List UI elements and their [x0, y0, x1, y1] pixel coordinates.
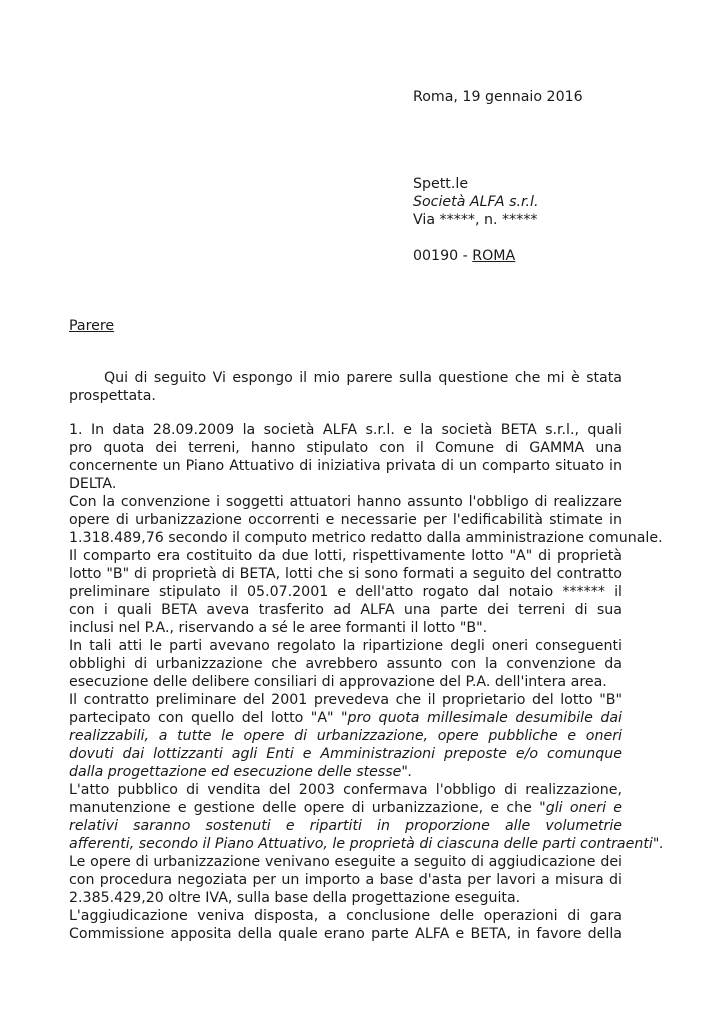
- quoted-line: afferenti, secondo il Piano Attuativo, le proprietà di ciascuna delle parti contraenti".: [69, 836, 664, 852]
- paragraph-line: 1. In data 28.09.2009 la società ALFA s.r.l. e la società BETA s.r.l., quali: [69, 422, 622, 438]
- paragraph-line: Le opere di urbanizzazione venivano eseguite a seguito di aggiudicazione dei: [69, 854, 622, 870]
- paragraph-line: In tali atti le parti avevano regolato la ripartizione degli oneri conseguenti: [69, 638, 622, 654]
- paragraph-line: Commissione apposita della quale erano parte ALFA e BETA, in favore della: [69, 926, 622, 942]
- paragraph-line: [69, 799, 622, 817]
- paragraph-line: concernente un Piano Attuativo di iniziativa privata di un comparto situato in: [69, 458, 622, 474]
- paragraph-line: inclusi nel P.A., riservando a sé le aree formanti il lotto "B".: [69, 620, 488, 636]
- intro-line: prospettata.: [69, 388, 156, 404]
- subject-heading: Parere: [69, 318, 115, 334]
- paragraph-line: Con la convenzione i soggetti attuatori hanno assunto l'obbligo di realizzare: [69, 494, 622, 510]
- salutation: Spett.le: [413, 176, 469, 192]
- paragraph-line: L'aggiudicazione veniva disposta, a conclusione delle operazioni di gara: [69, 908, 622, 924]
- quoted-line: realizzabili, a tutte le opere di urbanizzazione, opere pubbliche e oneri: [69, 728, 622, 744]
- paragraph-line: con procedura negoziata per un importo a base d'asta per lavori a misura di: [69, 872, 622, 888]
- recipient-postcode: 00190 -: [413, 248, 473, 264]
- paragraph-line: [69, 709, 622, 727]
- paragraph-line: L'atto pubblico di vendita del 2003 confermava l'obbligo di realizzazione,: [69, 782, 622, 798]
- paragraph-line: Il contratto preliminare del 2001 prevedeva che il proprietario del lotto "B": [69, 692, 622, 708]
- letter-date: Roma, 19 gennaio 2016: [413, 89, 583, 105]
- paragraph-line: lotto "B" di proprietà di BETA, lotti che si sono formati a seguito del contratto: [69, 566, 622, 582]
- quoted-line: dovuti dai lottizzanti agli Enti e Amministrazioni preposte e/o comunque: [69, 746, 622, 762]
- plain-text: partecipato con quello del lotto "A": [69, 710, 342, 726]
- recipient-postcode-city: [413, 247, 515, 265]
- paragraph-line: 2.385.429,20 oltre IVA, sulla base della progettazione eseguita.: [69, 890, 521, 906]
- recipient-street: Via *****, n. *****: [413, 212, 538, 228]
- quoted-text: "gli oneri e: [539, 800, 622, 816]
- plain-text: manutenzione e gestione delle opere di urbanizzazione, e che: [69, 800, 540, 816]
- quoted-line: relativi saranno sostenuti e ripartiti in proporzione alle volumetrie: [69, 818, 622, 834]
- intro-line: Qui di seguito Vi espongo il mio parere sulla questione che mi è stata: [104, 370, 622, 386]
- paragraph-line: pro quota dei terreni, hanno stipulato con il Comune di GAMMA una: [69, 440, 622, 456]
- paragraph-line: 1.318.489,76 secondo il computo metrico redatto dalla amministrazione comunale.: [69, 530, 663, 546]
- recipient-company: Società ALFA s.r.l.: [413, 194, 539, 210]
- paragraph-line: obblighi di urbanizzazione che avrebbero assunto con la convenzione da: [69, 656, 622, 672]
- quoted-text: "pro quota millesimale desumibile dai: [341, 710, 622, 726]
- paragraph-line: opere di urbanizzazione occorrenti e necessarie per l'edificabilità stimate in: [69, 512, 622, 528]
- paragraph-line: esecuzione delle delibere consiliari di approvazione del P.A. dell'intera area.: [69, 674, 607, 690]
- paragraph-line: preliminare stipulato il 05.07.2001 e dell'atto rogato dal notaio ****** il: [69, 584, 622, 600]
- paragraph-line: con i quali BETA aveva trasferito ad ALFA una parte dei terreni di sua: [69, 602, 622, 618]
- recipient-city: ROMA: [472, 248, 516, 264]
- quoted-line: dalla progettazione ed esecuzione delle stesse".: [69, 764, 413, 780]
- paragraph-line: DELTA.: [69, 476, 117, 492]
- paragraph-line: Il comparto era costituito da due lotti, rispettivamente lotto "A" di proprietà: [69, 548, 622, 564]
